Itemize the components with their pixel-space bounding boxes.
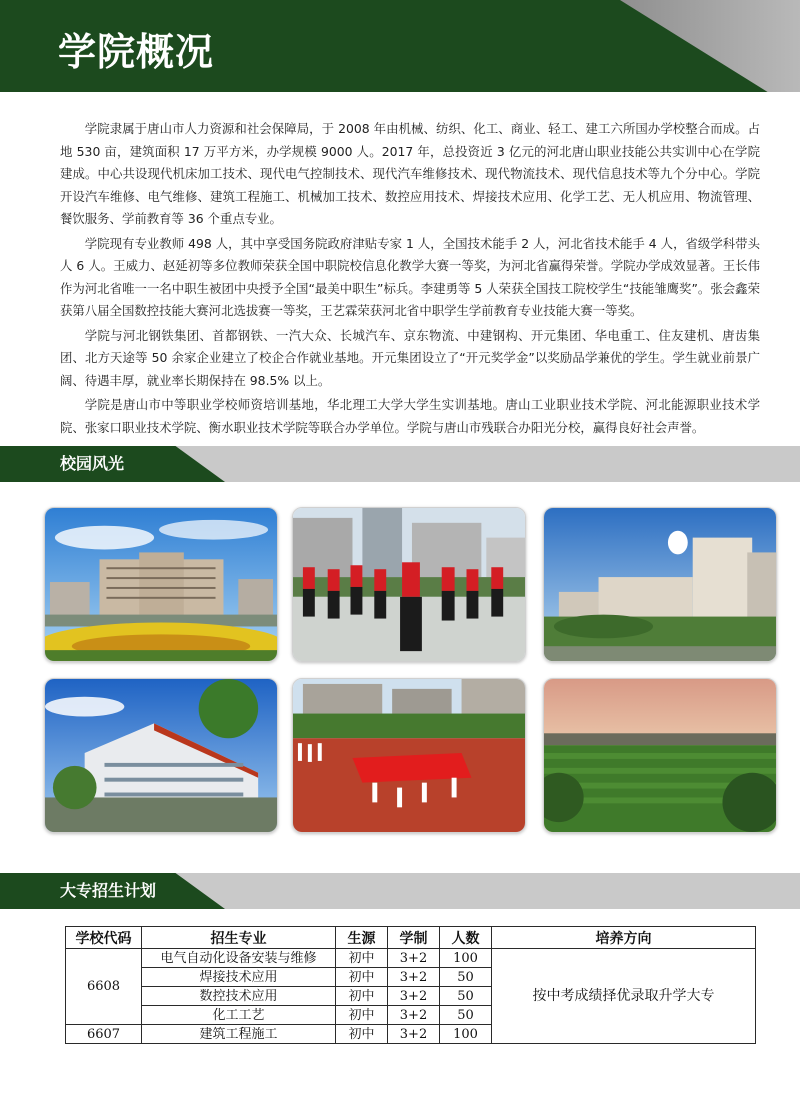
header-source: 生源 (336, 927, 388, 949)
enrollment-plan-table (65, 926, 756, 1044)
duration-cell: 3+2 (388, 1025, 440, 1044)
training-center-building-photo (44, 678, 278, 833)
intro-paragraph-2: 学院现有专业教师 498 人，其中享受国务院政府津贴专家 1 人，全国技术能手 2 人，河北省技术能手 4 人，省级学科带头人 6 人。王威力、赵延初等多位教师荣获全国中职院校信息化教学大赛一等奖，为河北省赢得荣誉。学院办学成效显著。王长伟作为河北省唯一一名中职生被团中央授予全国“最美中职生”标兵。李建勇等 5 人荣获全国技工院校学生“技能雏鹰奖”。张会鑫荣获第八届全国数控技能大赛河北选拔赛一等奖，王艺霖荣获河北省中职学生学前教育专业技能大赛一等奖。 (60, 235, 760, 318)
intro-paragraph-3: 学院与河北钢铁集团、首都钢铁、一汽大众、长城汽车、京东物流、中建钢构、开元集团、华电重工、住友建机、唐齿集团、北方天途等 50 余家企业建立了校企合作就业基地。开元集团设立了“开元奖学金”以奖励品学兼优的学生。学生就业前景广阔、待遇丰厚，就业率长期保持在 98.5% 以上。 (60, 327, 760, 388)
intro-text (60, 118, 760, 441)
school-code-cell: 6608 (66, 949, 142, 1025)
source-cell: 初中 (336, 968, 388, 987)
count-cell: 50 (440, 968, 492, 987)
major-cell: 电气自动化设备安装与维修 (142, 949, 336, 968)
campus-main-building-photo (44, 507, 278, 662)
duration-cell: 3+2 (388, 949, 440, 968)
plan-section-title: 大专招生计划 (60, 881, 157, 900)
direction-cell: 按中考成绩择优录取升学大专 (492, 949, 756, 1044)
major-cell: 建筑工程施工 (142, 1025, 336, 1044)
count-cell: 50 (440, 1006, 492, 1025)
table-header-row (66, 927, 756, 949)
count-cell: 100 (440, 1025, 492, 1044)
plan-section-header (0, 873, 800, 909)
count-cell: 100 (440, 949, 492, 968)
count-cell: 50 (440, 987, 492, 1006)
source-cell: 初中 (336, 1025, 388, 1044)
source-cell: 初中 (336, 949, 388, 968)
duration-cell: 3+2 (388, 968, 440, 987)
student-exercise-photo (292, 507, 526, 662)
header-school-code: 学校代码 (66, 927, 142, 949)
intro-paragraph-4: 学院是唐山市中等职业学校师资培训基地，华北理工大学大学生实训基地。唐山工业职业技术学院、河北能源职业技术学院、张家口职业技术学院、衡水职业技术学院等联合办学单位。学院与唐山市残联合办阳光分校，赢得良好社会声誉。 (60, 397, 760, 435)
page-title: 学院概况 (58, 30, 215, 74)
major-cell: 数控技术应用 (142, 987, 336, 1006)
major-cell: 化工工艺 (142, 1006, 336, 1025)
sports-ceremony-photo (292, 678, 526, 833)
campus-section-header (0, 446, 800, 482)
table-row (66, 949, 756, 968)
major-cell: 焊接技术应用 (142, 968, 336, 987)
campus-section-title: 校园风光 (60, 454, 125, 473)
source-cell: 初中 (336, 987, 388, 1006)
header-direction: 培养方向 (492, 927, 756, 949)
header-count: 人数 (440, 927, 492, 949)
campus-buildings-photo (543, 507, 777, 662)
school-code-cell: 6607 (66, 1025, 142, 1044)
page-header (0, 0, 800, 92)
header-duration: 学制 (388, 927, 440, 949)
sports-field-sunset-photo (543, 678, 777, 833)
header-major: 招生专业 (142, 927, 336, 949)
source-cell: 初中 (336, 1006, 388, 1025)
duration-cell: 3+2 (388, 1006, 440, 1025)
intro-paragraph-1: 学院隶属于唐山市人力资源和社会保障局，于 2008 年由机械、纺织、化工、商业、轻工、建工六所国办学校整合而成。占地 530 亩，建筑面积 17 万平方米，办学规模 9000 人。2017 年，总投资近 3 亿元的河北唐山职业技能公共实训中心在学院建成。中心共设现代机床加工技术、现代电气控制技术、现代汽车维修技术、现代物流技术、现代信息技术等九个分中心。学院开设汽车维修、电气维修、建筑工程施工、机械加工技术、数控应用技术、焊接技术应用、化学工艺、无人机应用、物流管理、餐饮服务、学前教育等 36 个重点专业。 (60, 121, 760, 226)
duration-cell: 3+2 (388, 987, 440, 1006)
